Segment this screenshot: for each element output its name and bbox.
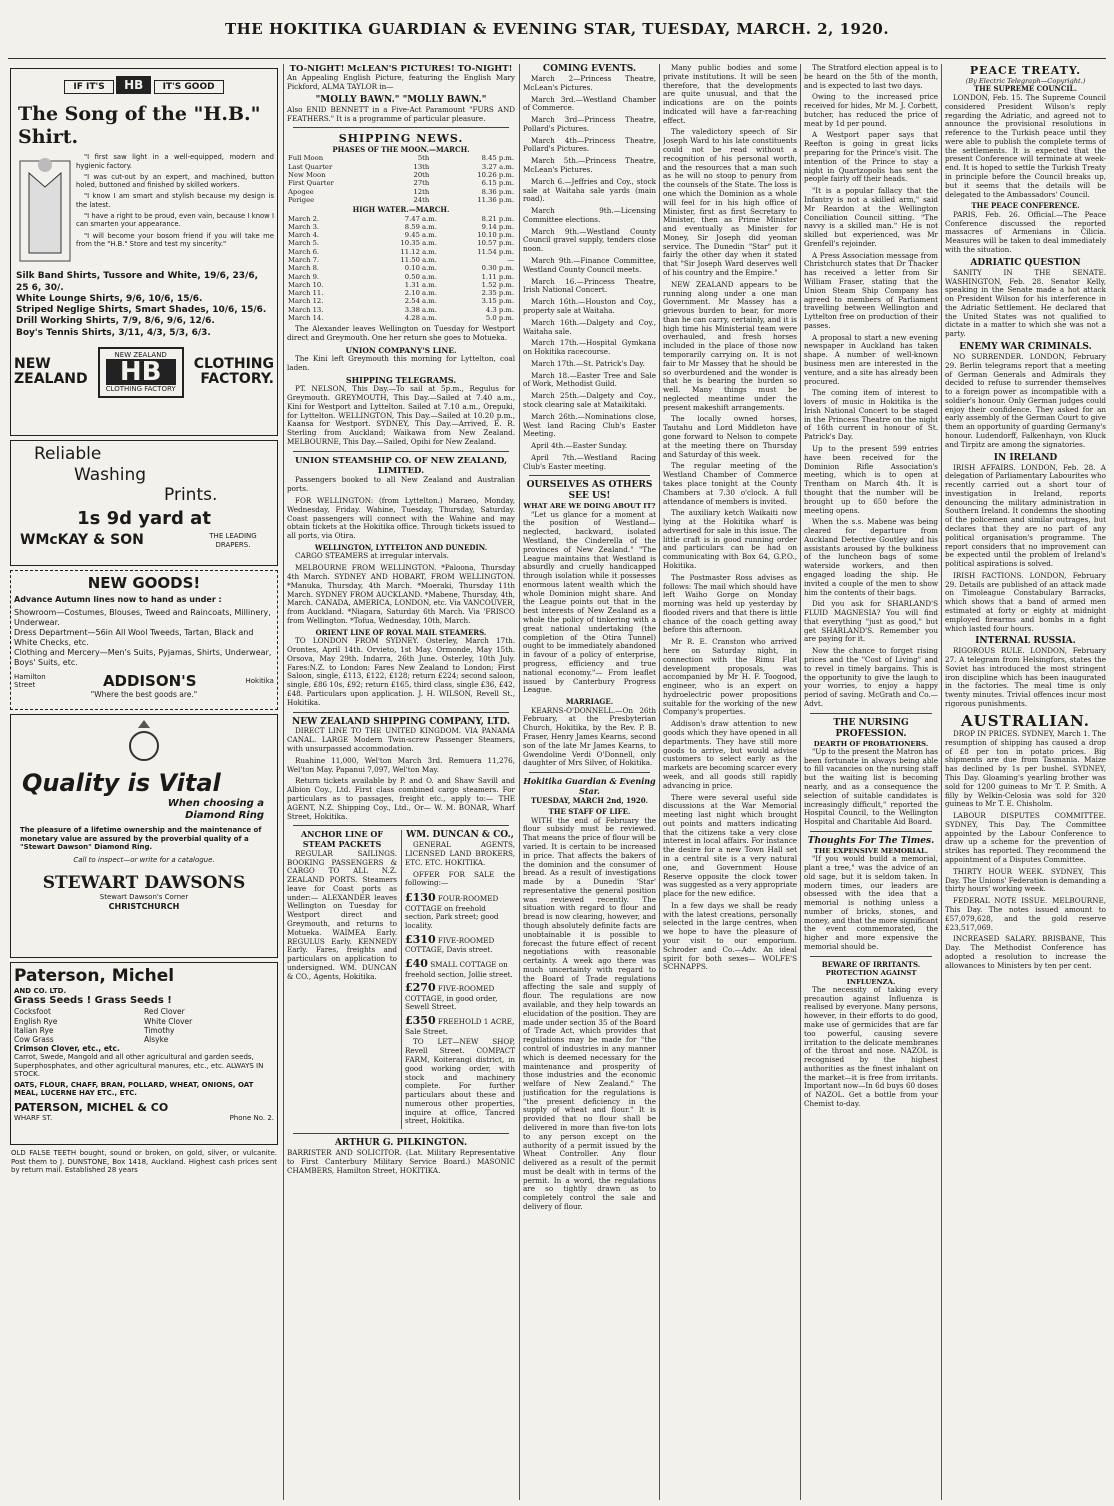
union-head: UNION COMPANY'S LINE. (345, 345, 457, 355)
mckay-tag: THE LEADING DRAPERS. (209, 532, 257, 549)
local-para: Now the chance to forget rising prices and the "Cost of Living" and to revel in timely bargains. This is the opportunity to give the laugh to your worries, to enjoy a happy period of saving. McGrath and Co.—Advt. (804, 646, 938, 708)
wld-head: WELLINGTON, LYTTELTON AND DUNEDIN. (314, 542, 488, 552)
page-title: THE HOKITIKA GUARDIAN & EVENING STAR, TUESDAY, MARCH. 2, 1920. (224, 20, 890, 38)
tide-row (287, 248, 515, 256)
ourselves-sub: WHAT ARE WE DOING ABOUT IT? (523, 502, 656, 511)
event-item: March 9th.—Finance Committee, Westland County Council meets. (523, 256, 656, 274)
moon-row (287, 171, 515, 179)
col-ads (8, 64, 280, 1500)
hb-item: Striped Neglige Shirts, Smart Shades, 10/6, 15/6. (16, 305, 267, 316)
event-item: April 4th.—Easter Sunday. (531, 441, 628, 451)
dawson-name: STEWART DAWSONS (42, 872, 246, 893)
moon-row-cell: New Moon (288, 170, 326, 179)
local-para: The Stratford election appeal is to be heard on the 5th of the month, and is expected to last two days. (804, 64, 938, 90)
tide-row-cell: 0.10 a.m. (404, 264, 437, 273)
moon-row-cell: 11.36 p.m. (477, 195, 514, 204)
event-item: March 25th.—Dalgety and Coy., stock clearing sale at Mataikitaki. (523, 391, 656, 409)
enemy-head: ENEMY WAR CRIMINALS. (959, 342, 1092, 352)
federal-text: FEDERAL NOTE ISSUE. MELBOURNE, This Day. The notes issued amount to £57,079,628, and the gold reserve £23,517,069. (945, 896, 1106, 932)
tide-row-cell: 3.15 p.m. (481, 297, 514, 306)
labour-text: LABOUR DISPUTES COMMITTEE. SYDNEY, This Day. The Committee appointed by the Labour Conference to draw up a scheme for the prevention of strikes has reported. They recommend the appointment of a Disputes Committee. (945, 811, 1106, 865)
property-price: £270 (405, 981, 436, 995)
salary-text: INCREASED SALARY. BRISBANE, This Day. The Methodist Conference has adopted a resolution to increase the allowances to Ministers by ten per cent. (945, 934, 1106, 970)
peace-sub: (By Electric Telegraph—Copyright.) (965, 77, 1086, 86)
tide-row-cell: 4.28 a.m. (404, 313, 437, 322)
duncan-offer: OFFER FOR SALE the following:— (405, 869, 515, 888)
property-listing (405, 891, 515, 931)
event-item: March 16th.—Houston and Coy., property sale at Waitaha. (523, 297, 656, 315)
col-cables (945, 64, 1106, 1500)
marriage-head: MARRIAGE. (565, 697, 614, 707)
paterson-also: Crimson Clover, etc., etc. (14, 1044, 120, 1054)
property-price: £310 (405, 932, 436, 946)
property-desc: FIVE-ROOMED COTTAGE, in good order, Sewell Street. (405, 984, 498, 1012)
anchor-text: REGULAR SAILINGS. BOOKING PASSENGERS & CARGO TO ALL N.Z. ZEALAND PORTS. Steamers leave for Coast ports as under:— ALEXANDER leaves Wellington on Tuesday for Westport direct and Greymouth, and returns to Motueka. WAIMEA Early. REGULUS Early. KENNEDY Early. Fares, freights and particulars on application to undersigned. WM. DUNCAN & CO., Agents, Hokitika. (287, 848, 397, 981)
paterson-head: Grass Seeds ! Grass Seeds ! (14, 995, 172, 1007)
ireland-text: IRISH AFFAIRS. LONDON, Feb. 28. A delegation of Parliamentary Labourites who recently carried out a short tour of investigation in Ireland, reports denouncing the military administration in Southern Ireland. It condemns the shooting of the policemen and similar outrages, but declares that they are no part of any political organisation's programme. The report considers that no improvement can be expected until the problem of Ireland's political aspirations is solved. (945, 462, 1106, 569)
property-desc: FIVE-ROOMED COTTAGE, Davis street. (405, 935, 495, 955)
tide-row-cell: 7.47 a.m. (404, 214, 437, 223)
events-head: COMING EVENTS. (542, 64, 637, 74)
column-rule (519, 64, 520, 1500)
marriage-text: KEARNS-O'DONNELL.—On 26th February, at the Presbyterian Church, Hokitika, by the Rev. P. B. Fraser, Henry James Kearns, second son of the late Mr James Kearns, to Gwendoline Verdi O'Donnell, only daughter of Mrs Silver, of Hokitika. (523, 705, 656, 768)
addison-headline: NEW GOODS! (87, 574, 201, 592)
tide-row-cell: 2.10 a.m. (404, 289, 437, 298)
event-item: March 3rd.—Westland Chamber of Commerce. (523, 94, 656, 113)
for-wellington: FOR WELLINGTON: (from Lyttelton.) Maraeo, Monday, Wednesday, Friday. Wahine, Tuesday, Thursday, Saturday. Coast passengers will connect with the Wahine and may obtain tickets at the Hokitika office. Through tickets issued to all ports, via Otira. (287, 496, 515, 541)
event-item: March 3rd—Princess Theatre, Pollard's Pictures. (523, 115, 656, 133)
duncan-list (405, 891, 515, 1036)
tide-row-cell: 10.35 a.m. (400, 239, 437, 248)
property-desc: SMALL COTTAGE on freehold section, Jollie street. (405, 960, 513, 979)
tide-row-cell: March 10. (288, 280, 324, 289)
shipping-head: SHIPPING NEWS. (338, 132, 464, 146)
masthead-rule (8, 58, 1106, 59)
column-rule (659, 64, 660, 1500)
tide-row (287, 306, 515, 314)
tide-row-cell: March 4. (288, 231, 320, 240)
russia-text: RIGOROUS RULE. LONDON, February 27. A telegram from Helsingfors, states the Soviet has introduced the most stringent iron discipline which has been inaugurated in the factories. The meal time is only twenty minutes. Trivial offences incur most rigorous punishments. (945, 646, 1106, 709)
moon-row-cell: Perigee (288, 195, 315, 204)
tide-row-cell: 0.50 a.m. (404, 272, 437, 281)
moon-row-cell: 3.27 a.m. (481, 162, 514, 171)
ourselves-head: OURSELVES AS OTHERS SEE US! (526, 480, 653, 502)
nzs-head: NEW ZEALAND SHIPPING COMPANY, LTD. (292, 716, 510, 727)
paterson-body: Carrot, Swede, Mangold and all other agricultural and garden seeds, Superphosphates, and other agricultural manures, etc., etc. ALWAYS IN STOCK. (14, 1053, 264, 1079)
nzs-text: DIRECT LINE TO THE UNITED KINGDOM. VIA PANAMA CANAL. LARGE Modern Twin-screw Passenger Steamers, with unsurpassed accommodation. (287, 726, 515, 754)
dawson-city: CHRISTCHURCH (108, 901, 180, 911)
column-rule (283, 64, 284, 1500)
hb-item: White Lounge Shirts, 9/6, 10/6, 15/6. (16, 293, 203, 304)
kerb-text: In a few days we shall be ready with the latest creations, personally selected in the large centres, when we hope to have the pleasure of your visit to our emporium. Schroder and Co.—Adv. An ideal spirit for both sexes— WOLFE'S SCHNAPPS. (663, 900, 797, 972)
post-text: The Postmaster Ross advises as follows: The mail which should have left Waiho Gorge on Monday morning was held up yesterday by flooded rivers and that there is little chance of the coach getting away before this afternoon. (663, 572, 797, 635)
teeth-ad: OLD FALSE TEETH bought, sound or broken, on gold, silver, or vulcanite. Post them to J. DUNSTONE, Box 1418, Auckland. Highest cash prices sent by return mail. Established 28 years (11, 1149, 277, 1175)
diamond-ring-icon (14, 718, 274, 766)
col-news (663, 64, 797, 1500)
orient-head: ORIENT LINE OF ROYAL MAIL STEAMERS. (315, 627, 487, 637)
moon-row-cell: 5th (417, 154, 430, 163)
tide-row-cell: 10.10 p.m. (477, 231, 514, 240)
event-item: March 4th—Princess Theatre, Pollard's Pictures. (523, 135, 656, 154)
tide-row-cell: 1.11 p.m. (481, 272, 514, 281)
event-item: March 18.—Easter Tree and Sale of Work, Methodist Guild. (523, 370, 656, 389)
events-list (523, 75, 656, 471)
addison-ad (10, 570, 278, 710)
star-head: Hokitika Guardian & Evening Star. (523, 776, 656, 796)
ourselves-text: "Let us glance for a moment at the position of Westland—neglected, backward, isolated Westland, the Cinderella of the provinces of New Zealand." "The League maintains that Westland is absurdly and cruelly handicapped through isolation while it possesses enormous latent wealth which the whole Dominion might share. And the League points out that in the best interests of New Zealand as a whole the policy of tinkering with a great national undertaking (the completion of the Otira Tunnel) ought to be immediately abandoned in favour of a policy of enterprise, progress, efficiency and true national economy."— From leaflet issued by Canterbury Progress League. (523, 509, 656, 695)
hb-logo-top: NEW ZEALAND (114, 350, 167, 359)
tide-row-cell: 5.0 p.m. (485, 313, 514, 322)
addison-line: Dress Department—56in All Wool Tweeds, Tartan, Black and White Checks, etc. (14, 628, 254, 648)
hb-badge-left: IF IT'S (64, 80, 113, 94)
local-para: The coming item of interest to lovers of music in Hokitika is the Irish National Concert to be staged in the Princess Theatre on the night of 16th current in honour of St. Patrick's Day. (804, 388, 938, 442)
nzs-sched: Ruahine 11,000, Wel'ton March 3rd. Remuera 11,276, Wel'ton May. Papanui 7,097, Wel'ton May. (287, 755, 515, 774)
routes-text: MELBOURNE FROM WELLINGTON. *Paloona, Thursday 4th March. SYDNEY AND HOBART, FROM WELLINGTON. *Manuka, Thursday, 4th March. *Moeraki, Thursday 11th March. SYDNEY FROM AUCKLAND. *Mabene, Thursday, 4th, March. CANADA, AMERICA, LONDON, etc. Via VANCOUVER, from Auckland. *Niagara, Saturday 6th March. Via 'FRISCO from Wellington. *Tofua, Wednesday, 10th, March. (287, 563, 515, 625)
property-price: £350 (405, 1014, 436, 1028)
tide-row (287, 256, 515, 264)
nursing-head: THE NURSING PROFESSION. (833, 717, 909, 739)
hb-right-b: FACTORY. (200, 371, 274, 388)
irritants-sub: PROTECTION AGAINST INFLUENZA. (825, 969, 917, 986)
cinema-head: TO-NIGHT! McLEAN'S PICTURES! TO-NIGHT! (289, 64, 513, 74)
horses-text: The locally owned horses, Tautahu and Lord Middleton have gone forward to Nelson to compete at the meeting there on Thursday and Saturday of this week. (663, 414, 797, 459)
local-para: A proposal to start a new evening newspaper in Auckland has taken shape. A number of well-known business men are interested in the venture, and a site has already been procured. (804, 332, 938, 386)
tide-row-cell: March 8. (288, 264, 320, 273)
moon-row (287, 163, 515, 171)
local-para: Up to the present 599 entries have been received for the Dominion Rifle Association's meeting, which is to open at Trentham on March 4th. It is thought that the number will be brought up to 650 before the meeting opens. (804, 444, 938, 515)
duncan-text: GENERAL AGENTS, LICENSED LAND BROKERS, ETC. ETC. HOKITIKA. (405, 840, 515, 867)
nzs-more: Return tickets available by P. and O. and Shaw Savill and Albion Coy., Ltd. First class combined cargo steamers. For particulars as to passages, freight etc., apply to:— THE AGENT, N.Z. Shipping Coy., Ltd., Or— W. M. BONAR, Wharf Street, Hokitika. (287, 776, 515, 821)
moon-row (287, 179, 515, 187)
staff-head: THE STAFF OF LIFE. (548, 807, 631, 817)
hb-shirt-ad (10, 68, 278, 436)
war-text: There were several useful side discussions at the War Memorial meeting last night which brought out points and matters indicating that the citizens take a very close interest in local affairs. For instance the desire for a new Town Hall set in a central site is a very natural one, and Government House Reserve opposite the clock tower was suggested as a very appropriate place for the new edifice. (663, 792, 797, 899)
property-listing (405, 957, 515, 979)
seed-item: Cocksfoot (14, 1007, 51, 1017)
event-item: March 17th.—St. Patrick's Day. (531, 358, 645, 368)
orient-text: TO LONDON FROM SYDNEY. Osterley, March 17th. Orontes, April 14th. Orvieto, 1st May. Ormonde, May 15th. Orsova, May 29th. Indarra, 26th June. Osterley, 10th July. Fares:N.Z. to London: Fares New Zealand to London; First Saloon, single, £113, £122, £128; return £224; second saloon, single, £86 10s, £92; return £165, third class, single £36, £42, £48. Particulars upon application. J. H. WILSON, Revell St., Hokitika. (287, 636, 515, 707)
australian-head: AUSTRALIAN. (961, 711, 1090, 730)
local-para: A Press Association message from Christchurch states that Dr Thacker has received a letter from Sir William Fraser, stating that the Union Steam Ship Company has agreed to members of Parliament travelling between Wellington and Lyttelton free on production of their passes. (804, 250, 938, 330)
paterson-name: Paterson, Michel (14, 966, 175, 986)
mckay-price: 1s 9d yard at (77, 508, 211, 530)
dawson-addr: Stewart Dawson's Corner (99, 893, 189, 902)
local-para: A Westport paper says that Reefton is going in great licks preparing for the Prince's visit. The intention of the Prince to stay a night in Quartzopolis has sent the people fairly off their heads. (804, 130, 938, 184)
tide-row-cell: March 13. (288, 305, 324, 314)
seed-item: Italian Rye (14, 1025, 54, 1035)
addison-news: Addison's draw attention to new goods which they have opened in all departments. They have still more goods to arrive, but would advise customers to select early as the markets are becoming scarcer every week, and all goods still rapidly advancing in price. (663, 719, 797, 790)
moon-row-cell: First Quarter (288, 179, 334, 188)
local-para: Owing to the increased price received for hides, Mr M. J. Corbett, butcher, has reduced the price of meat by 1d per pound. (804, 92, 938, 128)
dawson-call: Call to inspect—or write for a catalogue. (73, 856, 215, 865)
local-para: "It is a popular fallacy that the Infantry is not a skilled arm," said Mr Reardon at the Wellington Conciliation Council sitting. "The navvy is a skilled man." He is not skilled but experienced, was Mr Grenfell's rejoinder. (804, 186, 938, 248)
moon-row-cell: Full Moon (288, 154, 324, 163)
addison-line: Showroom—Costumes, Blouses, Tweed and Raincoats, Millinery, Underwear. (14, 608, 271, 628)
col-local (804, 64, 938, 1500)
paterson-ad (10, 962, 278, 1145)
addison-town: Hokitika (245, 676, 274, 685)
property-desc: FREEHOLD 1 ACRE, Sale Street. (405, 1017, 515, 1036)
dawson-sub1: When choosing a (167, 798, 264, 810)
cranston-text: Mr R. E. Cranston who arrived here on Saturday night, in connection with the Rimu Flat development proposals, was accompanied by Mr H. F. Toogood, engineer, who is an expert on hydroelectric power propositions suitable for the working of the new Company's properties. (663, 637, 797, 717)
union-text: The Kini left Greymouth this morning for Lyttelton, coal laden. (287, 353, 515, 372)
event-item: April 7th.—Westland Racing Club's Easter meeting. (523, 452, 656, 471)
pilkington-head: ARTHUR G. PILKINGTON. (334, 1138, 468, 1149)
tide-row-cell: 3.38 a.m. (404, 305, 437, 314)
ireland-head: IN IRELAND (993, 452, 1058, 463)
event-item: March 6.—Jeffries and Coy., stock sale at Waitaha sale yards (main road). (523, 176, 656, 204)
tide-row-cell: — (507, 256, 514, 265)
irritants-text: The necessity of taking every precaution against Influenza is realised by everyone. Many persons, however, in their efforts to do good, make use of germicides that are far too powerful, causing severe irritation to the delicate membranes of the throat and nose. NAZOL is recognised by the highest authorities as the finest inhalant on the market—it is free from irritants. Important now—In 6d buys 60 doses of NAZOL. Get a bottle from your Chemist to-day. (804, 984, 938, 1109)
moon-row (287, 196, 515, 204)
event-item: March 17th.—Hospital Gymkana on Hokitika racecourse. (523, 338, 656, 357)
shipping-text: The Alexander leaves Wellington on Tuesday for Westport direct and Greymouth. One her return she goes to Motueka. (287, 324, 515, 343)
hb-logo-mark: HB (106, 359, 176, 385)
tide-row (287, 231, 515, 239)
tide-row-cell: March 11. (288, 289, 324, 298)
addison-slogan: "Where the best goods are." (90, 690, 198, 700)
hb-item: Drill Working Shirts, 7/9, 8/6, 9/6, 12/6. (16, 316, 215, 327)
event-item: March 5th.—Princess Theatre, McLean's Pictures. (523, 156, 656, 174)
event-item: March 16.—Princess Theatre, Irish National Concert. (523, 276, 656, 295)
moon-row-cell: 27th (413, 179, 430, 188)
moon-row-cell: 10.26 p.m. (477, 170, 514, 179)
wld-text: CARGO STEAMERS at irregular intervals. (295, 551, 449, 561)
duncan-let: TO LET—NEW SHOP, Revell Street. COMPACT FARM, Koiterangi district, in good working order, with stock and machinery complete. For further particulars about these and numerous other properties, inquire at office, Tancred street, Hokitika. (405, 1037, 515, 1126)
hb-left-b: ZEALAND (14, 371, 88, 388)
aux-text: The auxiliary ketch Waikaiti now lying at the Hokitika wharf is advertised for sale in this issue. The little craft is in good running order and particulars can be had on communicating with Box 64, G.P.O., Hokitika. (663, 508, 797, 570)
tide-row-cell: 8.59 a.m. (404, 222, 437, 231)
usn-head: UNION STEAMSHIP CO. OF NEW ZEALAND, LIMITED. (294, 455, 508, 477)
cinema-title: "MOLLY BAWN." "MOLLY BAWN." (315, 94, 487, 105)
tide-table (287, 215, 515, 323)
hb-left-a: NEW (14, 355, 51, 372)
tide-row-cell: 1.31 a.m. (404, 280, 437, 289)
russia-head: INTERNAL RUSSIA. (975, 636, 1076, 647)
tide-row (287, 289, 515, 297)
tide-head: HIGH WATER.—MARCH. (352, 205, 450, 215)
conf-head: THE PEACE CONFERENCE. (971, 201, 1080, 211)
dawson-sub2: Diamond Ring (185, 810, 264, 822)
hb-logo (98, 347, 184, 398)
tide-row-cell: 9.45 a.m. (404, 231, 437, 240)
tide-row-cell: 11.50 a.m. (400, 256, 437, 265)
enemy-text: NO SURRENDER. LONDON, February 29. Berlin telegrams report that a meeting of German Generals and Admirals they decided to refuse to surrender themselves to a foreign power as incompatible with a soldier's honour. Only German judges could enjoy their confidence. They asked for an early assembly of the German Court to give them an opportunity of guarding Germany's honour. Ludendorff, Falkenhayn, von Kluck and Tirpitz are among the signatories. (945, 351, 1106, 449)
moon-row-cell: Last Quarter (288, 162, 333, 171)
moon-row (287, 154, 515, 162)
hb-verse: "I have a right to be proud, even vain, because I know I can smarten your appearance. (76, 212, 274, 229)
addison-street: Hamilton Street (14, 672, 46, 690)
conf-text: PARIS, Feb. 26. Official.—The Peace Conference discussed the reported massacres of Armenians in Cilicia. Measures will be taken to deal immediately with the situation. (945, 209, 1106, 254)
moon-row-cell: 8.45 p.m. (481, 154, 514, 163)
tide-row-cell: 11.12 a.m. (400, 247, 437, 256)
telegrams-head: SHIPPING TELEGRAMS. (345, 374, 457, 385)
australian-text: DROP IN PRICES. SYDNEY, March 1. The resumption of shipping has caused a drop of £8 per ton in potato prices. Big shipments are due from Tasmania. Maize has declined by 1s per bushel. SYDNEY, This Day. Gloaming's yearling brother was sold for 1200 guineas to Mr T. P. Smith. A filly by Welkin-Celosia was sold for 320 guineas to Mr T. E. Chisholm. (945, 729, 1106, 809)
seed-item: White Clover (144, 1016, 193, 1026)
duncan-head: WM. DUNCAN & CO., (406, 830, 514, 841)
hb-badge-mid: HB (116, 76, 151, 94)
cinema-more: Also ENID BENNETT in a Five-Act Paramount "FURS AND FEATHERS." It is a programme of particular pleasure. (287, 104, 515, 123)
thoughts-sub: THE EXPENSIVE MEMORIAL. (813, 846, 929, 855)
tide-row-cell: March 14. (288, 313, 324, 322)
moon-row-cell: Apogee (288, 187, 314, 196)
tide-row (287, 239, 515, 247)
staff-text: WITH the end of February the flour subsidy must be reviewed. That means the price of flour will be varied. It is certain to be increased in price. That affects the bakers of the dominion and the consumer of bread. As a result of investigations made by a Dunedin 'Star' representative the general position was reviewed recently. The situation with regard to flour and bread is now clearing, however, and though absolutely definite facts are unobtainable it is possible to forecast the future effect of recent negotiations with reasonable certainty. A week ago there was much uncertainty with regard to the Board of Trade regulations affecting the sale and supply of flour. The regulations are now available, and they help towards an elucidation of the position. They are made under section 35 of the Board of Trade Act, which provides that regulations may be made for "the control of industries in any manner which is deemed necessary for the maintenance and prosperity of those industries and the economic welfare of New Zealand." The justification for the regulations is "the present deficiency in the supply of wheat and flour." It is provided that no flour shall be delivered in more than five-ton lots to any person except on the authority of a permit issued by the Wheat Controller. Any flour delivered as a result of the permit must be dealt with in terms of the permit. In a word, the regulations are so tightly drawn as to completely control the sale and delivery of flour. (523, 815, 656, 1211)
shirt-illustration-icon (14, 153, 76, 265)
moon-row (287, 188, 515, 196)
hb-item: Boy's Tennis Shirts, 3/11, 4/3, 5/3, 6/3. (16, 327, 211, 338)
tide-row-cell: March 6. (288, 247, 320, 256)
tide-row-cell: 9.14 p.m. (481, 222, 514, 231)
hb-right-a: CLOTHING (193, 355, 274, 372)
mckay-line2: Washing (74, 464, 147, 485)
mckay-line1: Reliable (34, 444, 102, 464)
tide-row (287, 281, 515, 289)
moon-head: PHASES OF THE MOON.—MARCH. (332, 144, 470, 154)
mckay-line3: Prints. (164, 485, 218, 506)
paterson-foot: PATERSON, MICHEL & CO (14, 1100, 169, 1114)
tide-row-cell: 1.52 p.m. (481, 280, 514, 289)
hours-text: THIRTY HOUR WEEK. SYDNEY, This Day. The Unions' Federation is demanding a thirty hours' working week. (945, 866, 1106, 894)
council-text: LONDON, Feb. 15. The Supreme Council considered President Wilson's reply regarding the Adriatic, and agreed not to announce the provisional resolutions in reference to the Turkish peace until they were able to publish the complete terms of the settlements. It is expected that the present Conference will terminate at week-end. It is hoped to settle the Turkish Treaty in principle before the Council breaks up, but it seems that the details will be delegated to the Ambassadors' Council. (945, 92, 1106, 199)
council-head: THE SUPREME COUNCIL. (973, 84, 1078, 94)
adriatic-text: SANITY IN THE SENATE. WASHINGTON, Feb. 28. Senator Kelly, speaking in the Senate made a hot attack on President Wilson for his interference in the Adriatic Settlement. He declared that the United States was not qualified to dictate in a matter to which she was not a party. (945, 267, 1106, 339)
seed-item: Cow Grass (14, 1034, 54, 1044)
seed-item: Timothy (144, 1025, 175, 1035)
hb-verse: "I know I am smart and stylish because my design is the latest. (76, 192, 274, 209)
telegrams-text: PT. NELSON, This Day.—To sail at 5p.m., Regulus for Greymouth. GREYMOUTH, This Day.—Sailed at 7.40 a.m., Kini for Westport and Lyttelton. Sailed at 7.10 a.m., Orepuki, for Lyttelton. WELLINGTON, This Day.—Sailed at 10.20 p.m., Kaansa for Westport. SYDNEY, This Day.—Arrived, E. R. Sterling from Auckland; Waikawa from New Zealand. MELBOURNE, This Day.—Sailed, Opihi for New Zealand. (287, 384, 515, 446)
tide-row (287, 314, 515, 322)
vale-text: The valedictory speech of Sir Joseph Ward to his late constituents could not be read without a recognition of his personal worth, and the resources that a man such as he will no stoop to penury from the counsels of the State. The loss is one which the Dominion as a whole will feel for in his high office of Minister, first as first Secretary to Minister, then as Prime Minister and eventually as Minister for Money, Sir Joseph did yeoman service. The Dunedin "Star" put it fairly the other day when it stated that "Sir Joseph Ward deserves well of his country and the Empire." (663, 127, 797, 277)
paterson-phone: Phone No. 2. (229, 1114, 274, 1123)
column-rule (941, 64, 942, 1500)
property-listing (405, 933, 515, 955)
hb-badge-right: IT'S GOOD (154, 80, 224, 94)
seed-item: English Rye (14, 1016, 58, 1026)
moon-row-cell: 24th (413, 195, 430, 204)
property-listing (405, 1014, 515, 1036)
chamber-text: The regular meeting of the Westland Chamber of Commerce takes place tonight at the County Chambers at 7.30 o'clock. A full attendance of members is invited. (663, 461, 797, 506)
tide-row-cell: 10.57 p.m. (477, 239, 514, 248)
col-events (523, 64, 656, 1500)
local-para: When the s.s. Mabene was being cleared for departure from Auckland Detective Goutley and his assistants aroused by the bulkiness of the luncheon bags of some waterside workers, and then engaged loading the ship. He invited a couple of the men to show him the contents of their bags. (804, 517, 938, 597)
property-listing (405, 981, 515, 1012)
event-item: March 9th.—Westland County Council gravel supply, tenders close noon. (523, 226, 656, 254)
hb-verse: "I will become your bosom friend if you will take me from the "H.B." Store and test my sincerity." (76, 231, 274, 248)
tide-row (287, 215, 515, 223)
irritants-head: BEWARE OF IRRITANTS. (821, 959, 921, 969)
dawson-body: The pleasure of a lifetime ownership and the maintenance of monetary value are assured by the proverbial quality of a "Stewart Dawson" Diamond Ring. (20, 826, 262, 852)
tide-row (287, 297, 515, 305)
tide-row (287, 223, 515, 231)
paterson-wharf: WHARF ST. (14, 1114, 53, 1123)
masthead (0, 0, 1114, 58)
seed-item: Red Clover (144, 1007, 185, 1017)
factions-text: IRISH FACTIONS. LONDON, February 29. Details are published of an attack made on Timoleague Constabulary Barracks, which shows that a band of armed men estimated at forty or eighty at midnight employed firearms and bombs in a fight which lasted four hours. (945, 570, 1106, 633)
tide-row-cell: 0.30 p.m. (481, 264, 514, 273)
anchor-head: ANCHOR LINE OF STEAM PACKETS (300, 829, 384, 850)
hb-logo-bottom: CLOTHING FACTORY (105, 385, 176, 394)
tide-row-cell: March 7. (288, 256, 320, 265)
nz-text: NEW ZEALAND appears to be running along under a one man Government. Mr Massey has a grievous burden to bear, for more than he can carry, certainly, and it is high time his Ministerial team were overhauled, and fresh horses included in the place of those now temporarily carrying on. It is not fair to Mr Massey that he should be so overburdened and the wonder is that he is bearing the burden so well. Many things must be neglected meantime under the present makeshift arrangements. (663, 279, 797, 412)
hb-verse: "I was cut-out by an expert, and machined, button holed, buttoned and finished by skilled workers. (76, 172, 274, 190)
property-price: £130 (405, 891, 436, 905)
tide-row-cell: March 5. (288, 239, 320, 248)
col-shipping (287, 64, 515, 1500)
thoughts-text: "If you would build a memorial, plant a tree," was the advice of an old sage, but it is seldom taken. In modern times, our leaders are obsessed with the idea that a memorial is nothing unless a number of bricks, stones, and money, and that the more significant the event commemorated, the higher and more expensive the memorial should be. (804, 854, 938, 951)
nursing-text: "Up to the present the Matron has been fortunate in always being able to fill vacancies on the nursing staff but the waiting list is becoming nearly, and as a consequence the selection of suitable candidates is increasingly difficult," reported the Hospital Council, to the Wellington Hospital and Charitable Aid Board. (804, 746, 938, 827)
tide-row-cell: 11.54 p.m. (477, 247, 514, 256)
moon-row-cell: 20th (413, 170, 430, 179)
hb-verse: "I first saw light in a well-equipped, modern and hygienic factory. (76, 153, 274, 170)
tide-row (287, 264, 515, 272)
mckay-ad (10, 440, 278, 566)
moon-row-cell: 8.36 p.m. (481, 187, 514, 196)
cinema-body: An Appealing English Picture, featuring the English Mary Pickford, ALMA TAYLOR in— (287, 73, 515, 92)
adriatic-head: ADRIATIC QUESTION (970, 257, 1081, 268)
tide-row-cell: March 12. (288, 297, 324, 306)
tide-row-cell: March 3. (288, 222, 320, 231)
dawson-headline: Quality is Vital (22, 768, 221, 797)
paterson-co: AND CO. LTD. (14, 986, 67, 995)
addison-name: ADDISON'S (102, 672, 197, 691)
tide-row-cell: March 2. (288, 214, 320, 223)
star-date: TUESDAY, MARCH 2nd, 1920. (530, 795, 649, 805)
addison-intro: Advance Autumn lines now to hand as under : (14, 595, 222, 605)
news-para: Many public bodies and some private institutions. It will be seen therefore, that the developments are quite unusual, and that the indications are on the points indicated will have a far-reaching effect. (663, 64, 797, 125)
moon-row-cell: 12th (413, 187, 430, 196)
tide-row-cell: 8.21 p.m. (481, 214, 514, 223)
moon-row-cell: 13th (413, 162, 430, 171)
event-item: March 26th.—Nominations close, West land Racing Club's Easter Meeting. (523, 411, 656, 439)
seed-item: Alsyke (144, 1034, 169, 1044)
hb-item: Silk Band Shirts, Tussore and White, 19/6, 23/6, 25 6, 30/. (16, 271, 258, 293)
event-item: March 9th.—Licensing Committee elections. (523, 206, 656, 224)
tide-row (287, 273, 515, 281)
moon-table (287, 154, 515, 204)
usn-text: Passengers booked to all New Zealand and Australian ports. (287, 475, 515, 494)
peace-head: PEACE TREATY. (969, 64, 1082, 77)
thoughts-head: Thoughts For The Times. (807, 835, 935, 846)
stewart-dawson-ad (10, 714, 278, 958)
tide-row-cell: 4.3 p.m. (485, 305, 514, 314)
pilkington-text: BARRISTER AND SOLICITOR. (Lat. Military Representative to First Canterbury Military Service Board.) MASONIC CHAMBERS, Hamilton Street, HOKITIKA. (287, 1148, 515, 1175)
hb-badge (14, 78, 274, 93)
column-rule (800, 64, 801, 1500)
addison-line: Clothing and Mercery—Men's Suits, Pyjamas, Shirts, Underwear, Boys' Suits, etc. (14, 648, 272, 668)
property-price: £40 (405, 957, 428, 971)
local-para: Did you ask for SHARLAND'S FLUID MAGNESIA? You will find that everything "just as good," but get SHARLAND'S. Remember you are paying for it. (804, 599, 938, 644)
tide-row-cell: 2.35 p.m. (481, 289, 514, 298)
event-item: March 2—Princess Theatre, McLean's Pictures. (523, 73, 656, 92)
hb-headline: The Song of the "H.B." Shirt. (18, 102, 261, 149)
moon-row-cell: 6.15 p.m. (481, 179, 514, 188)
tide-row-cell: March 9. (288, 272, 320, 281)
nursing-sub: DEARTH OF PROBATIONERS. (813, 739, 929, 748)
paterson-stock: OATS, FLOUR, CHAFF, BRAN, POLLARD, WHEAT, ONIONS, OAT MEAL, LUCERNE HAY ETC., ETC. (14, 1080, 254, 1098)
mckay-firm: WMcKAY & SON (20, 532, 144, 549)
tide-row-cell: 2.54 a.m. (404, 297, 437, 306)
event-item: March 16th.—Dalgety and Coy., Waitaha sale. (523, 317, 656, 336)
property-desc: FOUR-ROOMED COTTAGE on freehold section, Park street; good locality. (405, 894, 499, 931)
